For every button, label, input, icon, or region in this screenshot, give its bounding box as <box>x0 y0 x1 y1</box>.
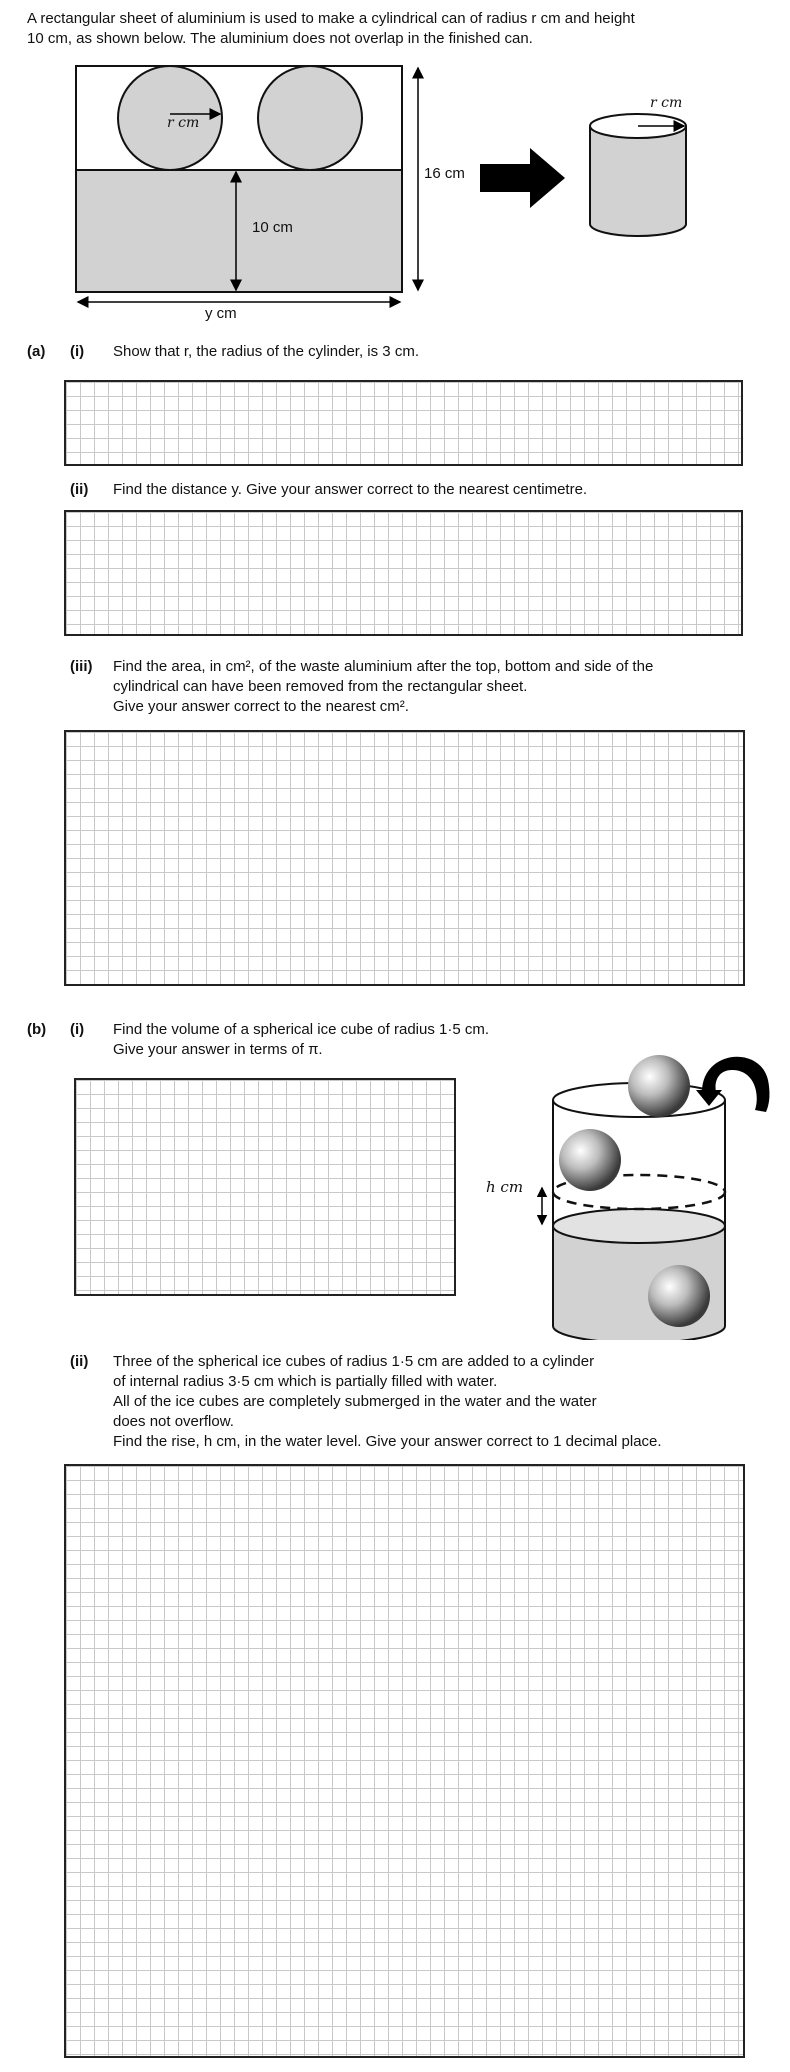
answer-grid-b-i[interactable] <box>74 1078 456 1296</box>
answer-grid-b-ii[interactable] <box>64 1464 745 2058</box>
part-b-i-line-1: Find the volume of a spherical ice cube of radius 1·5 cm. <box>113 1021 490 1038</box>
rise-label: h cm <box>486 1178 524 1196</box>
intro-line-1: A rectangular sheet of aluminium is used to make a cylindrical can of radius r cm and height <box>27 10 635 27</box>
sheet-height-label: 16 cm <box>424 165 465 182</box>
part-a-label: (a) <box>27 343 46 360</box>
part-a-i-label: (i) <box>70 343 85 360</box>
part-a-iii-label: (iii) <box>70 658 93 675</box>
part-b-ii-line-3: All of the ice cubes are completely submerged in the water and the water <box>113 1393 597 1410</box>
curved-arrow-icon <box>702 1057 769 1112</box>
part-b-ii-line-5: Find the rise, h cm, in the water level. Give your answer correct to 1 decimal place. <box>113 1433 662 1450</box>
part-b-ii-line-1: Three of the spherical ice cubes of radius 1·5 cm are added to a cylinder <box>113 1353 595 1370</box>
water-surface <box>553 1209 725 1243</box>
part-a-ii-question: Find the distance y. Give your answer correct to the nearest centimetre. <box>113 481 588 498</box>
can-bottom-circle <box>258 66 362 170</box>
part-b-label: (b) <box>27 1021 47 1038</box>
part-b-i-label: (i) <box>70 1021 85 1038</box>
answer-grid-a-iii[interactable] <box>64 730 745 986</box>
part-a-ii-label: (ii) <box>70 481 89 498</box>
part-b-ii-line-4: does not overflow. <box>113 1413 234 1430</box>
answer-grid-a-ii[interactable] <box>64 510 743 636</box>
part-b-ii-line-2: of internal radius 3·5 cm which is partially filled with water. <box>113 1373 498 1390</box>
right-arrow-icon <box>480 148 565 208</box>
can-radius-label: r cm <box>650 95 683 111</box>
radius-label: r cm <box>167 115 200 131</box>
ice-sphere-bottom <box>648 1265 710 1327</box>
part-a-i-question: Show that r, the radius of the cylinder, is 3 cm. <box>113 343 419 360</box>
intro-line-2: 10 cm, as shown below. The aluminium does not overlap in the finished can. <box>27 30 533 47</box>
width-label: y cm <box>205 305 237 322</box>
ice-sphere-top <box>628 1055 690 1117</box>
can-side-rectangle <box>76 170 402 292</box>
ice-sphere-middle <box>559 1129 621 1191</box>
height-label: 10 cm <box>252 219 293 236</box>
part-b-i-line-2: Give your answer in terms of π. <box>113 1041 323 1058</box>
part-a-iii-line-2: cylindrical can have been removed from the rectangular sheet. <box>113 678 528 695</box>
sheet-and-can-diagram <box>0 0 790 330</box>
can-body <box>590 126 686 236</box>
part-a-iii-line-1: Find the area, in cm², of the waste aluminium after the top, bottom and side of the <box>113 658 654 675</box>
part-a-iii-line-3: Give your answer correct to the nearest cm². <box>113 698 409 715</box>
part-b-ii-label: (ii) <box>70 1353 89 1370</box>
answer-grid-a-i[interactable] <box>64 380 743 466</box>
